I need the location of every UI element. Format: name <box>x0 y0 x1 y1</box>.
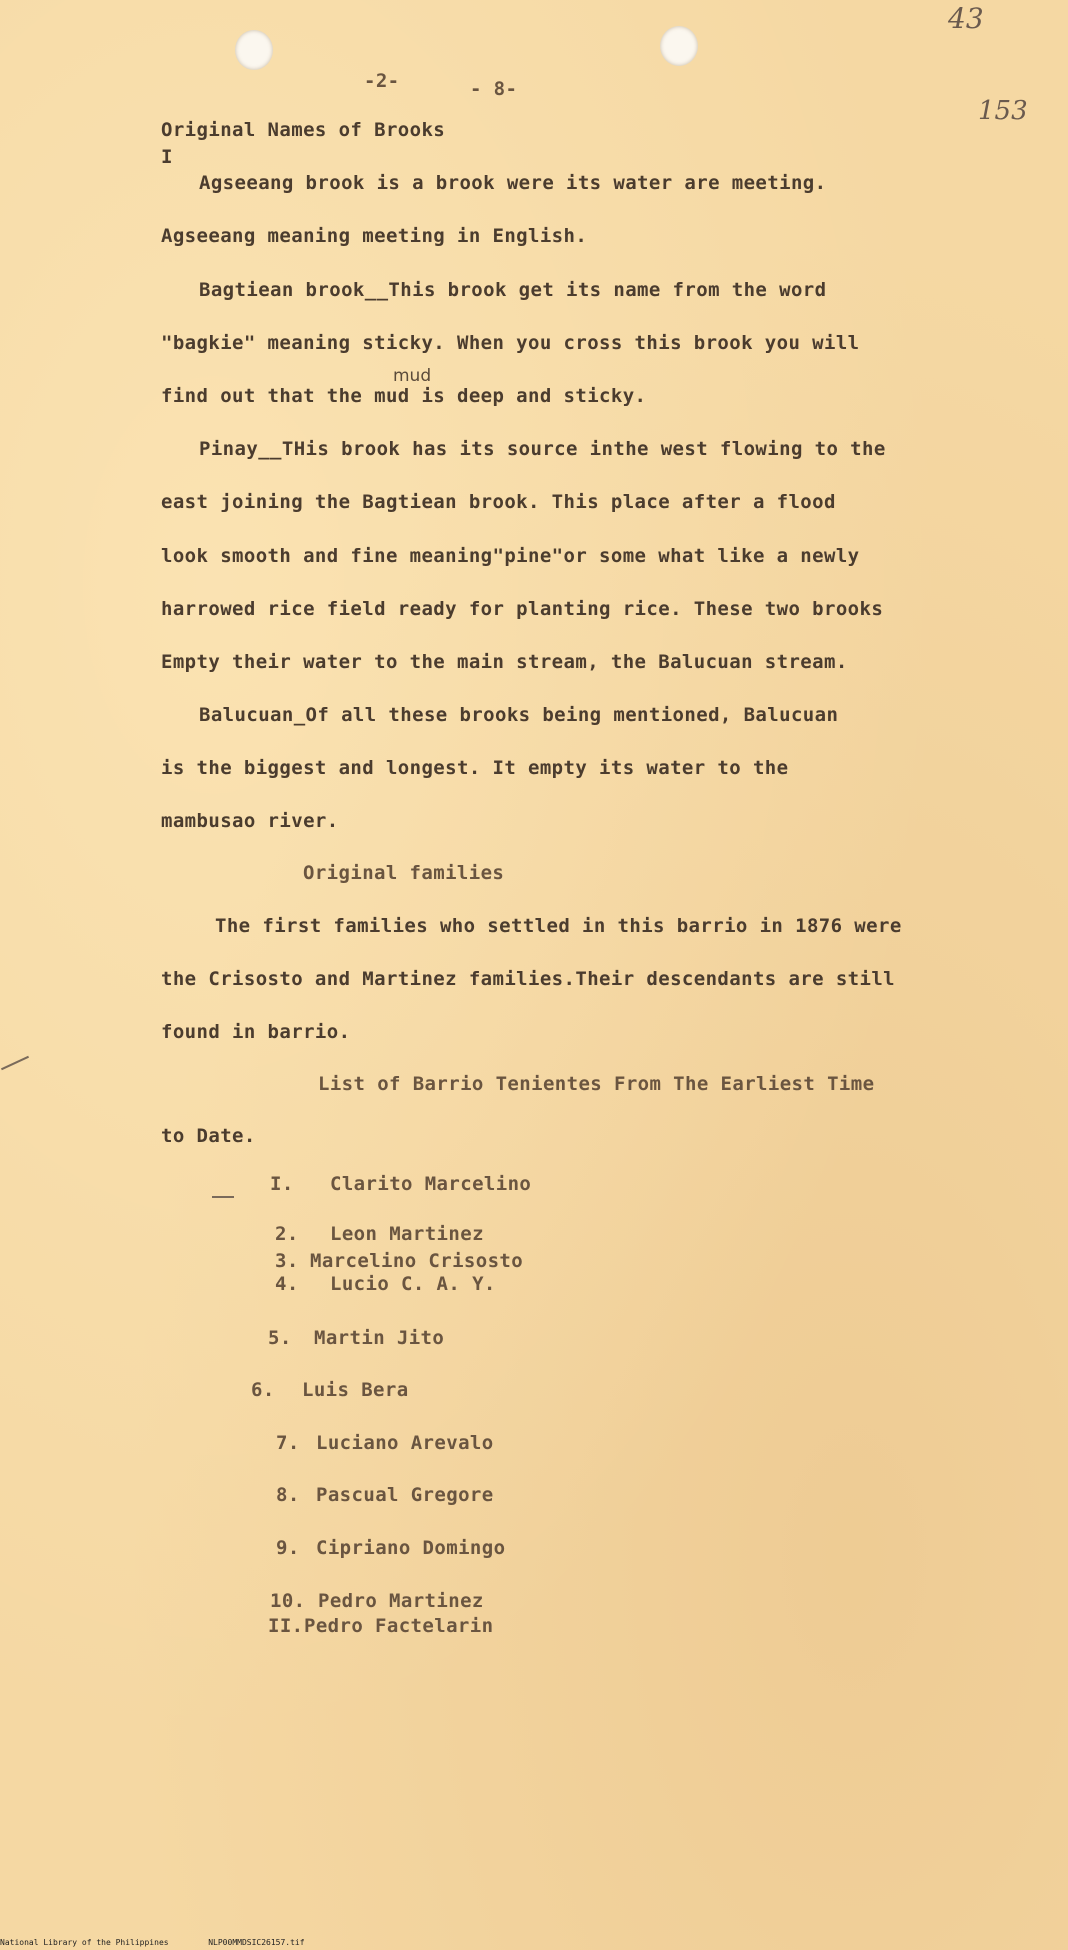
text-line: Balucuan_Of all these brooks being mentioned, Balucuan <box>199 704 839 726</box>
section-title-tenientes: List of Barrio Tenientes From The Earliest Time <box>318 1073 875 1095</box>
margin-pen-mark <box>212 1196 234 1198</box>
text-line: The first families who settled in this barrio in 1876 were <box>215 915 902 937</box>
teniente-number: 6. <box>251 1379 275 1401</box>
page-number-right: - 8- <box>470 78 518 100</box>
interlinear-correction: mud <box>393 366 432 386</box>
text-line: mambusao river. <box>161 810 339 832</box>
text-line: find out that the mud is deep and sticky. <box>161 385 647 407</box>
text-line: "bagkie" meaning sticky. When you cross this brook you will <box>161 332 860 354</box>
text-line: look smooth and fine meaning"pine"or some what like a newly <box>161 545 860 567</box>
text-line: Bagtiean brook__This brook get its name from the word <box>199 279 827 301</box>
footer-library: National Library of the Philippines <box>0 1938 169 1947</box>
teniente-number: I. <box>270 1173 294 1195</box>
teniente-name: Pedro Martinez <box>318 1590 484 1612</box>
text-line: found in barrio. <box>161 1021 351 1043</box>
handwritten-page-number: 43 <box>948 2 984 35</box>
text-line: Empty their water to the main stream, the Balucuan stream. <box>161 651 848 673</box>
teniente-number: 9. <box>276 1537 300 1559</box>
text-line: is the biggest and longest. It empty its water to the <box>161 757 789 779</box>
section-title-families: Original families <box>303 862 505 884</box>
margin-pen-mark <box>1 1056 29 1070</box>
footer-filename: NLP00MMDSIC26157.tif <box>208 1938 305 1947</box>
teniente-name: Leon Martinez <box>330 1223 484 1245</box>
text-line: east joining the Bagtiean brook. This place after a flood <box>161 491 836 513</box>
handwritten-sheet-number: 153 <box>978 96 1028 126</box>
text-line: the Crisosto and Martinez families.Their descendants are still <box>161 968 896 990</box>
teniente-name: Lucio C. A. Y. <box>330 1273 496 1295</box>
teniente-number: 4. <box>275 1273 299 1295</box>
teniente-number: 5. <box>268 1327 292 1349</box>
teniente-name: Luis Bera <box>302 1379 409 1401</box>
teniente-number: II. <box>268 1615 304 1637</box>
teniente-number: 2. <box>275 1223 299 1245</box>
teniente-name: Pascual Gregore <box>316 1484 494 1506</box>
teniente-number: 3. <box>275 1250 299 1272</box>
text-line: Agseeang meaning meeting in English. <box>161 225 588 247</box>
teniente-name: Marcelino Crisosto <box>310 1250 524 1272</box>
teniente-name: Luciano Arevalo <box>316 1432 494 1454</box>
teniente-name: Cipriano Domingo <box>316 1537 506 1559</box>
teniente-number: 10. <box>270 1590 306 1612</box>
text-line: harrowed rice field ready for planting rice. These two brooks <box>161 598 884 620</box>
punch-hole-right <box>660 26 698 66</box>
section-title-tenientes-cont: to Date. <box>161 1125 256 1147</box>
scan-footer <box>0 1938 305 1947</box>
punch-hole-left <box>235 30 273 70</box>
teniente-name: Clarito Marcelino <box>330 1173 532 1195</box>
page-number-left: -2- <box>364 70 400 92</box>
text-line: Pinay__THis brook has its source inthe west flowing to the <box>199 438 886 460</box>
text-line: Agseeang brook is a brook were its water are meeting. <box>199 172 827 194</box>
section-roman-numeral: I <box>161 146 173 168</box>
teniente-name: Pedro Factelarin <box>304 1615 494 1637</box>
section-title-brooks: Original Names of Brooks <box>161 119 446 141</box>
teniente-name: Martin Jito <box>314 1327 445 1349</box>
teniente-number: 7. <box>276 1432 300 1454</box>
teniente-number: 8. <box>276 1484 300 1506</box>
